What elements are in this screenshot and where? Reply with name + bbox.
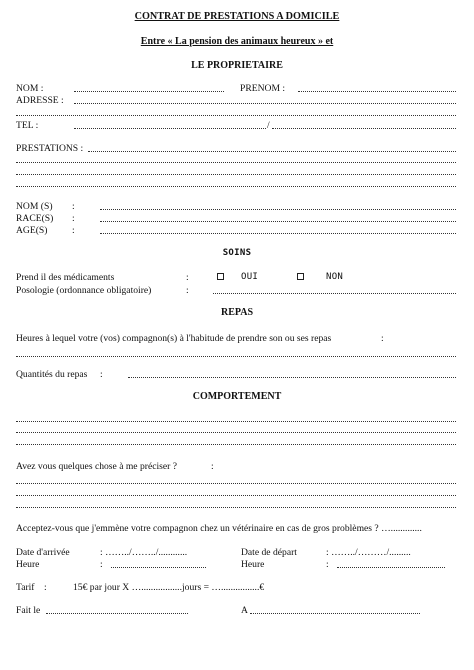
meal-hours-field[interactable] xyxy=(16,356,456,357)
services-field-line-1[interactable] xyxy=(88,151,456,152)
services-field-line-2[interactable] xyxy=(16,162,456,163)
remarks-colon: : xyxy=(211,461,214,472)
remarks-field-line-2[interactable] xyxy=(16,495,456,496)
vet-question: Acceptez-vous que j'emmène votre compagnon chez un vétérinaire en cas de gros problèmes ? …............. xyxy=(16,523,422,534)
meal-hours-label: Heures à lequel votre (vos) compagnon(s) à l'habitude de prendre son ou ses repas xyxy=(16,333,332,344)
tel-label: TEL : xyxy=(16,120,39,131)
tel-separator: / xyxy=(267,120,270,131)
behavior-field-line-2[interactable] xyxy=(16,432,456,433)
animal-name-field[interactable] xyxy=(100,209,456,210)
meal-hours-colon: : xyxy=(381,333,384,344)
tariff-label: Tarif xyxy=(16,582,35,593)
care-heading: SOINS xyxy=(222,248,252,258)
name-label: NOM : xyxy=(16,83,44,94)
firstname-label: PRENOM : xyxy=(240,83,286,94)
made-at-label: A xyxy=(241,605,248,616)
address-field-line-2[interactable] xyxy=(16,115,456,116)
tariff-formula[interactable]: 15€ par jour X ….................jours = …................€ xyxy=(73,582,265,593)
animal-age-field[interactable] xyxy=(100,233,456,234)
arrival-time-label: Heure xyxy=(16,559,40,570)
meal-quantity-label: Quantités du repas xyxy=(16,369,88,380)
firstname-field[interactable] xyxy=(298,91,456,92)
animal-breed-label: RACE(S) xyxy=(16,213,54,224)
meals-heading: REPAS xyxy=(220,307,254,318)
remarks-question: Avez vous quelques chose à me préciser ? xyxy=(16,461,177,472)
departure-time-label: Heure xyxy=(241,559,265,570)
address-label: ADRESSE : xyxy=(16,95,64,106)
behavior-field-line-3[interactable] xyxy=(16,444,456,445)
dosage-colon: : xyxy=(186,285,189,296)
tel-field-1[interactable] xyxy=(74,128,266,129)
contract-parties: Entre « La pension des animaux heureux » et xyxy=(140,36,334,47)
made-on-field[interactable] xyxy=(46,613,188,614)
animal-age-colon: : xyxy=(72,225,75,236)
contract-title: CONTRAT DE PRESTATIONS A DOMICILE xyxy=(134,11,340,22)
arrival-field[interactable]: : ……../……../............ xyxy=(100,547,188,558)
animal-age-label: AGE(S) xyxy=(16,225,48,236)
departure-time-colon: : xyxy=(326,559,329,570)
made-at-field[interactable] xyxy=(250,613,420,614)
meds-yes-label: OUI xyxy=(241,272,259,282)
remarks-field-line-3[interactable] xyxy=(16,507,456,508)
animal-breed-field[interactable] xyxy=(100,221,456,222)
animal-name-colon: : xyxy=(72,201,75,212)
services-field-line-4[interactable] xyxy=(16,186,456,187)
meds-no-checkbox[interactable] xyxy=(297,273,304,280)
meds-colon: : xyxy=(186,272,189,283)
meds-label: Prend il des médicaments xyxy=(16,272,115,283)
dosage-field[interactable] xyxy=(213,293,456,294)
meds-no-label: NON xyxy=(326,272,344,282)
services-field-line-3[interactable] xyxy=(16,174,456,175)
meal-quantity-colon: : xyxy=(100,369,103,380)
departure-time-field[interactable] xyxy=(337,567,445,568)
address-field-line-1[interactable] xyxy=(74,103,456,104)
tariff-colon: : xyxy=(44,582,47,593)
arrival-label: Date d'arrivée xyxy=(16,547,70,558)
dosage-label: Posologie (ordonnance obligatoire) xyxy=(16,285,152,296)
arrival-time-colon: : xyxy=(100,559,103,570)
name-field[interactable] xyxy=(74,91,224,92)
behavior-heading: COMPORTEMENT xyxy=(192,391,282,402)
arrival-time-field[interactable] xyxy=(111,567,206,568)
behavior-field-line-1[interactable] xyxy=(16,421,456,422)
animal-name-label: NOM (S) xyxy=(16,201,53,212)
owner-heading: LE PROPRIETAIRE xyxy=(191,60,283,71)
departure-field[interactable]: : ……../………/......... xyxy=(326,547,411,558)
meds-yes-checkbox[interactable] xyxy=(217,273,224,280)
departure-label: Date de départ xyxy=(241,547,297,558)
meal-quantity-field[interactable] xyxy=(128,377,456,378)
tel-field-2[interactable] xyxy=(272,128,456,129)
made-on-label: Fait le xyxy=(16,605,41,616)
remarks-field-line-1[interactable] xyxy=(16,483,456,484)
services-label: PRESTATIONS : xyxy=(16,143,84,154)
animal-breed-colon: : xyxy=(72,213,75,224)
